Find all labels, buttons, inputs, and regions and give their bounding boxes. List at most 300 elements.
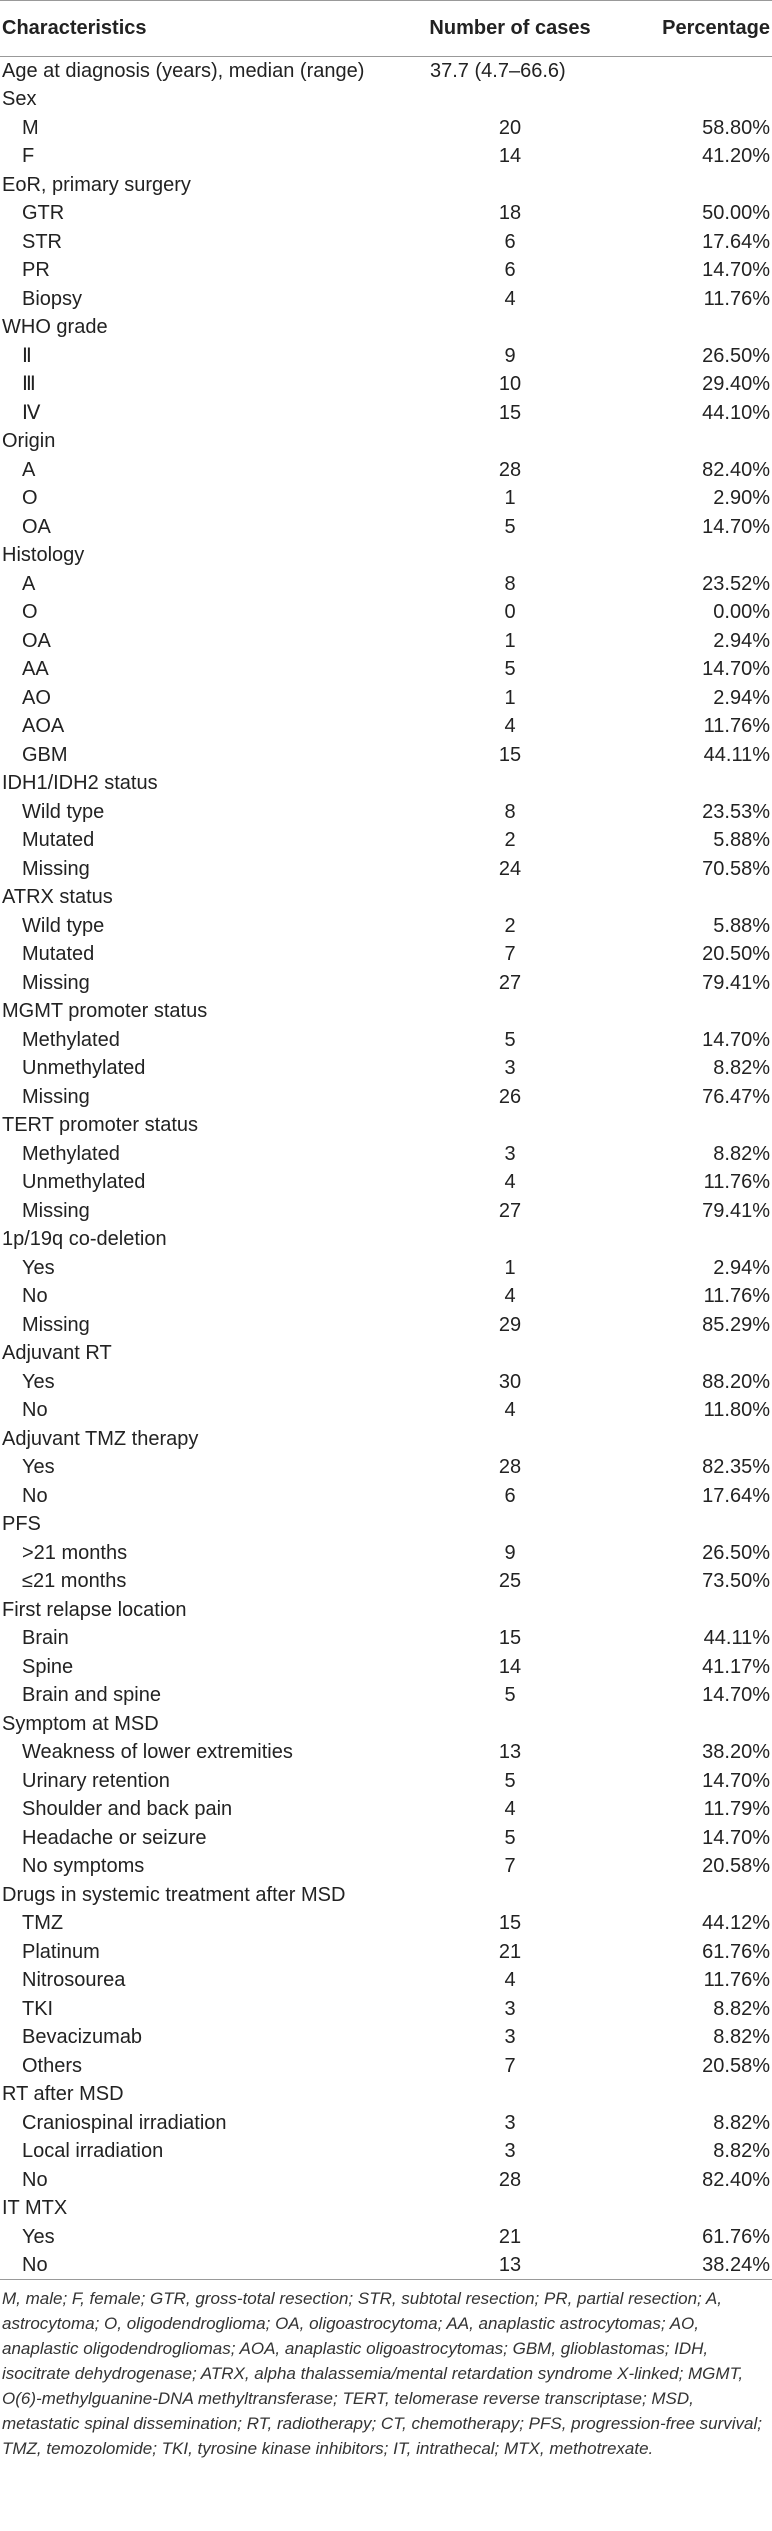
category-label: Adjuvant TMZ therapy <box>2 1427 199 1450</box>
category-row <box>0 2194 772 2223</box>
row-label: Nitrosourea <box>22 1969 126 1992</box>
percentage-cell: 20.58% <box>702 2054 770 2077</box>
number-of-cases-cell: 9 <box>504 1541 516 1564</box>
table-row <box>0 2052 772 2081</box>
number-of-cases-cell: 3 <box>504 1142 516 1165</box>
row-label: TMZ <box>22 1912 64 1935</box>
category-row <box>0 171 772 200</box>
percentage-cell: 11.76% <box>703 287 770 310</box>
number-of-cases-cell: 28 <box>498 1456 522 1479</box>
number-of-cases-cell <box>410 1111 610 1140</box>
percentage-cell: 79.41% <box>702 971 770 994</box>
row-label: No <box>0 2251 410 2280</box>
row-label: Mutated <box>22 829 95 852</box>
row-label: Brain and spine <box>22 1684 161 1707</box>
number-of-cases-cell <box>410 1225 610 1254</box>
number-of-cases-cell: 15 <box>498 743 522 766</box>
number-of-cases-cell: 3 <box>504 2026 516 2049</box>
percentage-cell: 26.50% <box>702 344 770 367</box>
percentage-cell: 2.90% <box>713 487 770 510</box>
row-label: No symptoms <box>22 1855 145 1878</box>
number-of-cases-cell <box>410 171 610 200</box>
percentage-cell: 5.88% <box>713 829 770 852</box>
table-row <box>0 513 772 542</box>
row-label: TKI <box>22 1997 54 2020</box>
number-of-cases-cell: 15 <box>498 1627 522 1650</box>
row-label: Wild type <box>22 800 105 823</box>
percentage-cell <box>610 1710 772 1739</box>
number-of-cases-cell <box>410 313 610 342</box>
table-row <box>0 2109 772 2138</box>
number-of-cases-cell: 5 <box>504 1769 516 1792</box>
row-label: Yes <box>22 1370 55 1393</box>
percentage-cell <box>610 2194 772 2223</box>
number-of-cases-cell <box>410 541 610 570</box>
table-row <box>0 826 772 855</box>
number-of-cases-cell: 5 <box>504 515 516 538</box>
percentage-cell <box>610 1510 772 1539</box>
percentage-cell <box>610 171 772 200</box>
row-label: Ⅲ <box>22 373 36 396</box>
row-label: Craniospinal irradiation <box>22 2111 227 2134</box>
row-label: Local irradiation <box>22 2140 164 2163</box>
table-row <box>0 1026 772 1055</box>
number-of-cases-cell: 4 <box>504 1285 516 1308</box>
number-of-cases-cell: 7 <box>504 1855 516 1878</box>
percentage-cell: 44.11% <box>703 743 770 766</box>
percentage-cell: 41.20% <box>702 145 770 168</box>
row-label: >21 months <box>22 1541 128 1564</box>
number-of-cases-cell: 8 <box>504 800 516 823</box>
percentage-cell: 88.20% <box>702 1370 770 1393</box>
percentage-cell: 82.40% <box>702 458 770 481</box>
percentage-cell: 23.52% <box>702 572 770 595</box>
table-row <box>0 1767 772 1796</box>
category-label: EoR, primary surgery <box>2 173 191 196</box>
percentage-cell: 11.79% <box>703 1798 770 1821</box>
number-of-cases-cell: 25 <box>498 1570 522 1593</box>
row-label: Shoulder and back pain <box>22 1798 233 1821</box>
category-row <box>0 541 772 570</box>
number-of-cases-cell: 24 <box>498 857 522 880</box>
percentage-cell: 70.58% <box>702 857 770 880</box>
percentage-cell <box>610 1425 772 1454</box>
table-row <box>0 1653 772 1682</box>
row-label: PR <box>22 259 50 282</box>
percentage-cell <box>610 1339 772 1368</box>
table-row <box>0 855 772 884</box>
table-row <box>0 1140 772 1169</box>
percentage-cell: 11.76% <box>703 1285 770 1308</box>
number-of-cases-cell: 3 <box>504 2111 516 2134</box>
row-label: Bevacizumab <box>22 2026 143 2049</box>
number-of-cases-cell: 2 <box>504 829 516 852</box>
category-row <box>0 1510 772 1539</box>
table-row <box>0 1054 772 1083</box>
percentage-cell: 2.94% <box>713 1256 770 1279</box>
category-row <box>0 769 772 798</box>
row-label: O <box>22 487 38 510</box>
row-label: Ⅳ <box>22 401 41 424</box>
percentage-cell: 14.70% <box>702 515 770 538</box>
number-of-cases-cell: 4 <box>504 1798 516 1821</box>
percentage-cell: 8.82% <box>713 1997 770 2020</box>
table-row <box>0 912 772 941</box>
number-of-cases-cell: 7 <box>504 2054 516 2077</box>
row-label: ≤21 months <box>22 1570 127 1593</box>
percentage-cell: 11.76% <box>703 1171 770 1194</box>
number-of-cases-cell: 8 <box>504 572 516 595</box>
percentage-cell <box>610 1881 772 1910</box>
table-row <box>0 456 772 485</box>
table-row <box>0 1567 772 1596</box>
percentage-cell: 50.00% <box>702 202 770 225</box>
row-label: Methylated <box>22 1142 120 1165</box>
table-row <box>0 1852 772 1881</box>
row-label: STR <box>22 230 62 253</box>
percentage-cell: 85.29% <box>702 1313 770 1336</box>
percentage-cell: 82.35% <box>702 1456 770 1479</box>
category-row <box>0 427 772 456</box>
percentage-cell: 8.82% <box>713 1142 770 1165</box>
row-label: Platinum <box>22 1940 100 1963</box>
number-of-cases-cell: 28 <box>498 458 522 481</box>
category-row <box>0 1339 772 1368</box>
percentage-cell <box>610 1111 772 1140</box>
percentage-cell: 11.76% <box>703 715 770 738</box>
number-of-cases-cell: 5 <box>504 1684 516 1707</box>
number-of-cases-cell: 26 <box>498 1085 522 1108</box>
category-label: TERT promoter status <box>2 1114 198 1137</box>
number-of-cases-cell: 1 <box>504 686 516 709</box>
percentage-cell: 23.53% <box>702 800 770 823</box>
category-label: Sex <box>2 88 37 111</box>
number-of-cases-cell: 13 <box>498 1741 522 1764</box>
number-of-cases-cell: 3 <box>504 1057 516 1080</box>
category-label: Adjuvant RT <box>2 1342 112 1365</box>
category-row <box>0 1881 772 1910</box>
percentage-cell <box>610 883 772 912</box>
number-of-cases-cell: 13 <box>410 2251 610 2280</box>
table-row <box>0 2223 772 2252</box>
percentage-cell: 76.47% <box>702 1085 770 1108</box>
number-of-cases-cell: 4 <box>504 287 516 310</box>
number-of-cases-cell: 7 <box>504 943 516 966</box>
number-of-cases-cell: 5 <box>504 658 516 681</box>
percentage-cell: 38.24% <box>610 2251 772 2280</box>
category-label: 1p/19q co-deletion <box>2 1228 167 1251</box>
number-of-cases-cell <box>410 1596 610 1625</box>
category-label: Symptom at MSD <box>2 1712 159 1735</box>
table-body <box>0 57 772 2280</box>
category-label: First relapse location <box>2 1598 187 1621</box>
percentage-cell: 0.00% <box>713 601 770 624</box>
number-of-cases-cell: 18 <box>498 202 522 225</box>
table-row <box>0 2251 772 2280</box>
number-of-cases-cell <box>410 85 610 114</box>
percentage-cell: 14.70% <box>702 1028 770 1051</box>
row-label: Methylated <box>22 1028 120 1051</box>
percentage-cell: 44.10% <box>702 401 770 424</box>
number-of-cases-cell: 0 <box>504 601 516 624</box>
row-label: Mutated <box>22 943 95 966</box>
number-of-cases-cell: 27 <box>498 971 522 994</box>
row-label: Yes <box>22 1256 55 1279</box>
number-of-cases-cell: 2 <box>504 914 516 937</box>
number-of-cases-cell: 30 <box>498 1370 522 1393</box>
number-of-cases-cell: 6 <box>504 259 516 282</box>
row-label: Unmethylated <box>22 1171 146 1194</box>
category-row <box>0 883 772 912</box>
percentage-cell: 44.11% <box>703 1627 770 1650</box>
percentage-cell: 58.80% <box>702 116 770 139</box>
table-header-row <box>0 1 772 57</box>
category-row <box>0 1225 772 1254</box>
percentage-cell: 41.17% <box>702 1655 770 1678</box>
table-row <box>0 741 772 770</box>
number-of-cases-cell: 14 <box>498 1655 522 1678</box>
percentage-cell: 2.94% <box>713 629 770 652</box>
percentage-cell: 20.50% <box>702 943 770 966</box>
category-label: ATRX status <box>2 886 113 909</box>
percentage-cell: 29.40% <box>702 373 770 396</box>
number-of-cases-cell: 4 <box>504 1171 516 1194</box>
row-label: Yes <box>22 1456 55 1479</box>
row-label: GBM <box>22 743 68 766</box>
number-of-cases-cell: 27 <box>498 1199 522 1222</box>
number-of-cases-cell <box>410 769 610 798</box>
row-label: No <box>22 1484 48 1507</box>
row-label: Missing <box>22 971 90 994</box>
row-label: Headache or seizure <box>22 1826 207 1849</box>
number-of-cases-cell: 15 <box>498 1912 522 1935</box>
number-of-cases-cell: 9 <box>504 344 516 367</box>
number-of-cases-cell: 4 <box>504 1969 516 1992</box>
category-row <box>0 57 772 86</box>
number-of-cases-cell <box>410 1710 610 1739</box>
number-of-cases-cell <box>410 1425 610 1454</box>
percentage-cell <box>610 313 772 342</box>
percentage-cell: 14.70% <box>702 1769 770 1792</box>
number-of-cases-cell: 15 <box>498 401 522 424</box>
row-label: A <box>22 458 36 481</box>
number-of-cases-cell <box>410 1510 610 1539</box>
row-label: OA <box>22 629 51 652</box>
percentage-cell: 82.40% <box>702 2168 770 2191</box>
table-row <box>0 142 772 171</box>
category-label: PFS <box>2 1513 41 1536</box>
percentage-cell: 8.82% <box>713 1057 770 1080</box>
percentage-cell: 17.64% <box>702 230 770 253</box>
row-label: Yes <box>22 2225 55 2248</box>
number-of-cases-cell: 1 <box>504 1256 516 1279</box>
percentage-cell: 14.70% <box>702 259 770 282</box>
percentage-cell <box>610 427 772 456</box>
table-row <box>0 1824 772 1853</box>
percentage-cell <box>610 2080 772 2109</box>
row-label: GTR <box>22 202 65 225</box>
percentage-cell: 61.76% <box>702 1940 770 1963</box>
row-label: Others <box>22 2054 83 2077</box>
row-label: No <box>22 1399 48 1422</box>
table-row <box>0 285 772 314</box>
number-of-cases-cell: 4 <box>504 715 516 738</box>
percentage-cell <box>610 57 772 86</box>
row-label: Weakness of lower extremities <box>22 1741 293 1764</box>
percentage-cell: 14.70% <box>702 1826 770 1849</box>
table-row <box>0 1938 772 1967</box>
category-label: Histology <box>2 544 85 567</box>
number-of-cases-cell: 3 <box>504 2140 516 2163</box>
category-row <box>0 2080 772 2109</box>
category-row <box>0 313 772 342</box>
row-label: Biopsy <box>22 287 83 310</box>
number-of-cases-cell: 6 <box>504 230 516 253</box>
category-label: Origin <box>2 430 56 453</box>
row-label: Missing <box>22 1199 90 1222</box>
row-label: Missing <box>22 857 90 880</box>
category-label: WHO grade <box>2 316 108 339</box>
table-row <box>0 1168 772 1197</box>
percentage-cell: 79.41% <box>702 1199 770 1222</box>
row-label: Missing <box>22 1313 90 1336</box>
row-label: No <box>22 1285 48 1308</box>
table-row <box>0 399 772 428</box>
table-row <box>0 114 772 143</box>
number-of-cases-cell: 1 <box>504 487 516 510</box>
percentage-cell <box>610 997 772 1026</box>
row-label: F <box>22 145 35 168</box>
number-of-cases-cell: 6 <box>504 1484 516 1507</box>
table-row <box>0 1453 772 1482</box>
row-label: Ⅱ <box>22 344 32 367</box>
table-row <box>0 798 772 827</box>
category-row <box>0 1596 772 1625</box>
table-row <box>0 1282 772 1311</box>
percentage-cell: 61.76% <box>702 2225 770 2248</box>
number-of-cases-cell: 3 <box>504 1997 516 2020</box>
table-row <box>0 1311 772 1340</box>
table-row <box>0 1482 772 1511</box>
table-row <box>0 684 772 713</box>
table-row <box>0 2166 772 2195</box>
row-label: Missing <box>22 1085 90 1108</box>
percentage-cell: 14.70% <box>702 658 770 681</box>
table-row <box>0 1083 772 1112</box>
category-label: Drugs in systemic treatment after MSD <box>2 1883 346 1906</box>
row-label: AO <box>22 686 51 709</box>
row-label: AOA <box>22 715 65 738</box>
table-row <box>0 370 772 399</box>
percentage-cell: 17.64% <box>702 1484 770 1507</box>
percentage-cell: 8.82% <box>713 2026 770 2049</box>
number-of-cases-cell: 10 <box>498 373 522 396</box>
category-label: MGMT promoter status <box>2 1000 208 1023</box>
table-row <box>0 1795 772 1824</box>
number-of-cases-cell: 21 <box>498 2225 522 2248</box>
row-label: AA <box>22 658 49 681</box>
number-of-cases-cell: 28 <box>498 2168 522 2191</box>
percentage-cell <box>610 541 772 570</box>
table-row <box>0 199 772 228</box>
table-row <box>0 484 772 513</box>
category-label: IDH1/IDH2 status <box>2 772 158 795</box>
column-header-number-of-cases: Number of cases <box>410 1 610 57</box>
percentage-cell: 5.88% <box>713 914 770 937</box>
table-row <box>0 1368 772 1397</box>
number-of-cases-cell <box>410 883 610 912</box>
table-row <box>0 1624 772 1653</box>
table-row <box>0 1738 772 1767</box>
category-label: RT after MSD <box>2 2083 124 2106</box>
percentage-cell: 2.94% <box>713 686 770 709</box>
table-row <box>0 342 772 371</box>
category-row <box>0 997 772 1026</box>
row-label: Spine <box>22 1655 74 1678</box>
category-label: IT MTX <box>2 2197 68 2220</box>
table-row <box>0 1539 772 1568</box>
table-row <box>0 1909 772 1938</box>
table-row <box>0 1681 772 1710</box>
percentage-cell: 73.50% <box>702 1570 770 1593</box>
number-of-cases-cell <box>410 2194 610 2223</box>
table-row <box>0 627 772 656</box>
percentage-cell: 8.82% <box>713 2111 770 2134</box>
category-row <box>0 1111 772 1140</box>
table-row <box>0 1995 772 2024</box>
number-of-cases-cell: 21 <box>498 1940 522 1963</box>
row-label: M <box>22 116 39 139</box>
number-of-cases-cell <box>410 1339 610 1368</box>
table-row <box>0 1197 772 1226</box>
category-row <box>0 1710 772 1739</box>
percentage-cell: 20.58% <box>702 1855 770 1878</box>
category-row <box>0 85 772 114</box>
number-of-cases-cell <box>410 997 610 1026</box>
percentage-cell: 14.70% <box>702 1684 770 1707</box>
percentage-cell <box>610 1596 772 1625</box>
percentage-cell: 38.20% <box>702 1741 770 1764</box>
row-label: Urinary retention <box>22 1769 170 1792</box>
table-row <box>0 969 772 998</box>
table-row <box>0 2023 772 2052</box>
number-of-cases-cell: 5 <box>504 1028 516 1051</box>
category-row <box>0 1425 772 1454</box>
table-row <box>0 1254 772 1283</box>
table-row <box>0 1966 772 1995</box>
number-of-cases-cell <box>410 1881 610 1910</box>
percentage-cell: 44.12% <box>702 1912 770 1935</box>
percentage-cell <box>610 769 772 798</box>
number-of-cases-cell: 1 <box>504 629 516 652</box>
table-row <box>0 570 772 599</box>
table-row <box>0 712 772 741</box>
column-header-percentage: Percentage <box>610 1 772 57</box>
table-footnote: M, male; F, female; GTR, gross-total resection; STR, subtotal resection; PR, partial resection; A, astrocytoma; O, oligodendroglioma; OA, oligoastrocytoma; AA, anaplastic astrocytomas; AO, anaplastic oligodendrogliomas; AOA, anaplastic oligoastrocytomas; GBM, glioblastomas; IDH, isocitrate dehydrogenase; ATRX, alpha thalassemia/mental retardation syndrome X-linked; MGMT, O(6)-methylguanine-DNA methyltransferase; TERT, telomerase reverse transcriptase; MSD, metastatic spinal dissemination; RT, radiotherapy; CT, chemotherapy; PFS, progression-free survival; TMZ, temozolomide; TKI, tyrosine kinase inhibitors; IT, intrathecal; MTX, methotrexate. <box>2 2289 762 2458</box>
table-row <box>0 1396 772 1425</box>
number-of-cases-cell: 29 <box>498 1313 522 1336</box>
row-label: Unmethylated <box>22 1057 146 1080</box>
percentage-cell <box>610 85 772 114</box>
category-label: Age at diagnosis (years), median (range) <box>2 60 365 82</box>
percentage-cell: 11.76% <box>703 1969 770 1992</box>
row-label: Wild type <box>22 914 105 937</box>
number-of-cases-cell: 14 <box>498 145 522 168</box>
row-label: OA <box>22 515 51 538</box>
percentage-cell <box>610 1225 772 1254</box>
number-of-cases-cell <box>410 427 610 456</box>
row-label: O <box>22 601 38 624</box>
